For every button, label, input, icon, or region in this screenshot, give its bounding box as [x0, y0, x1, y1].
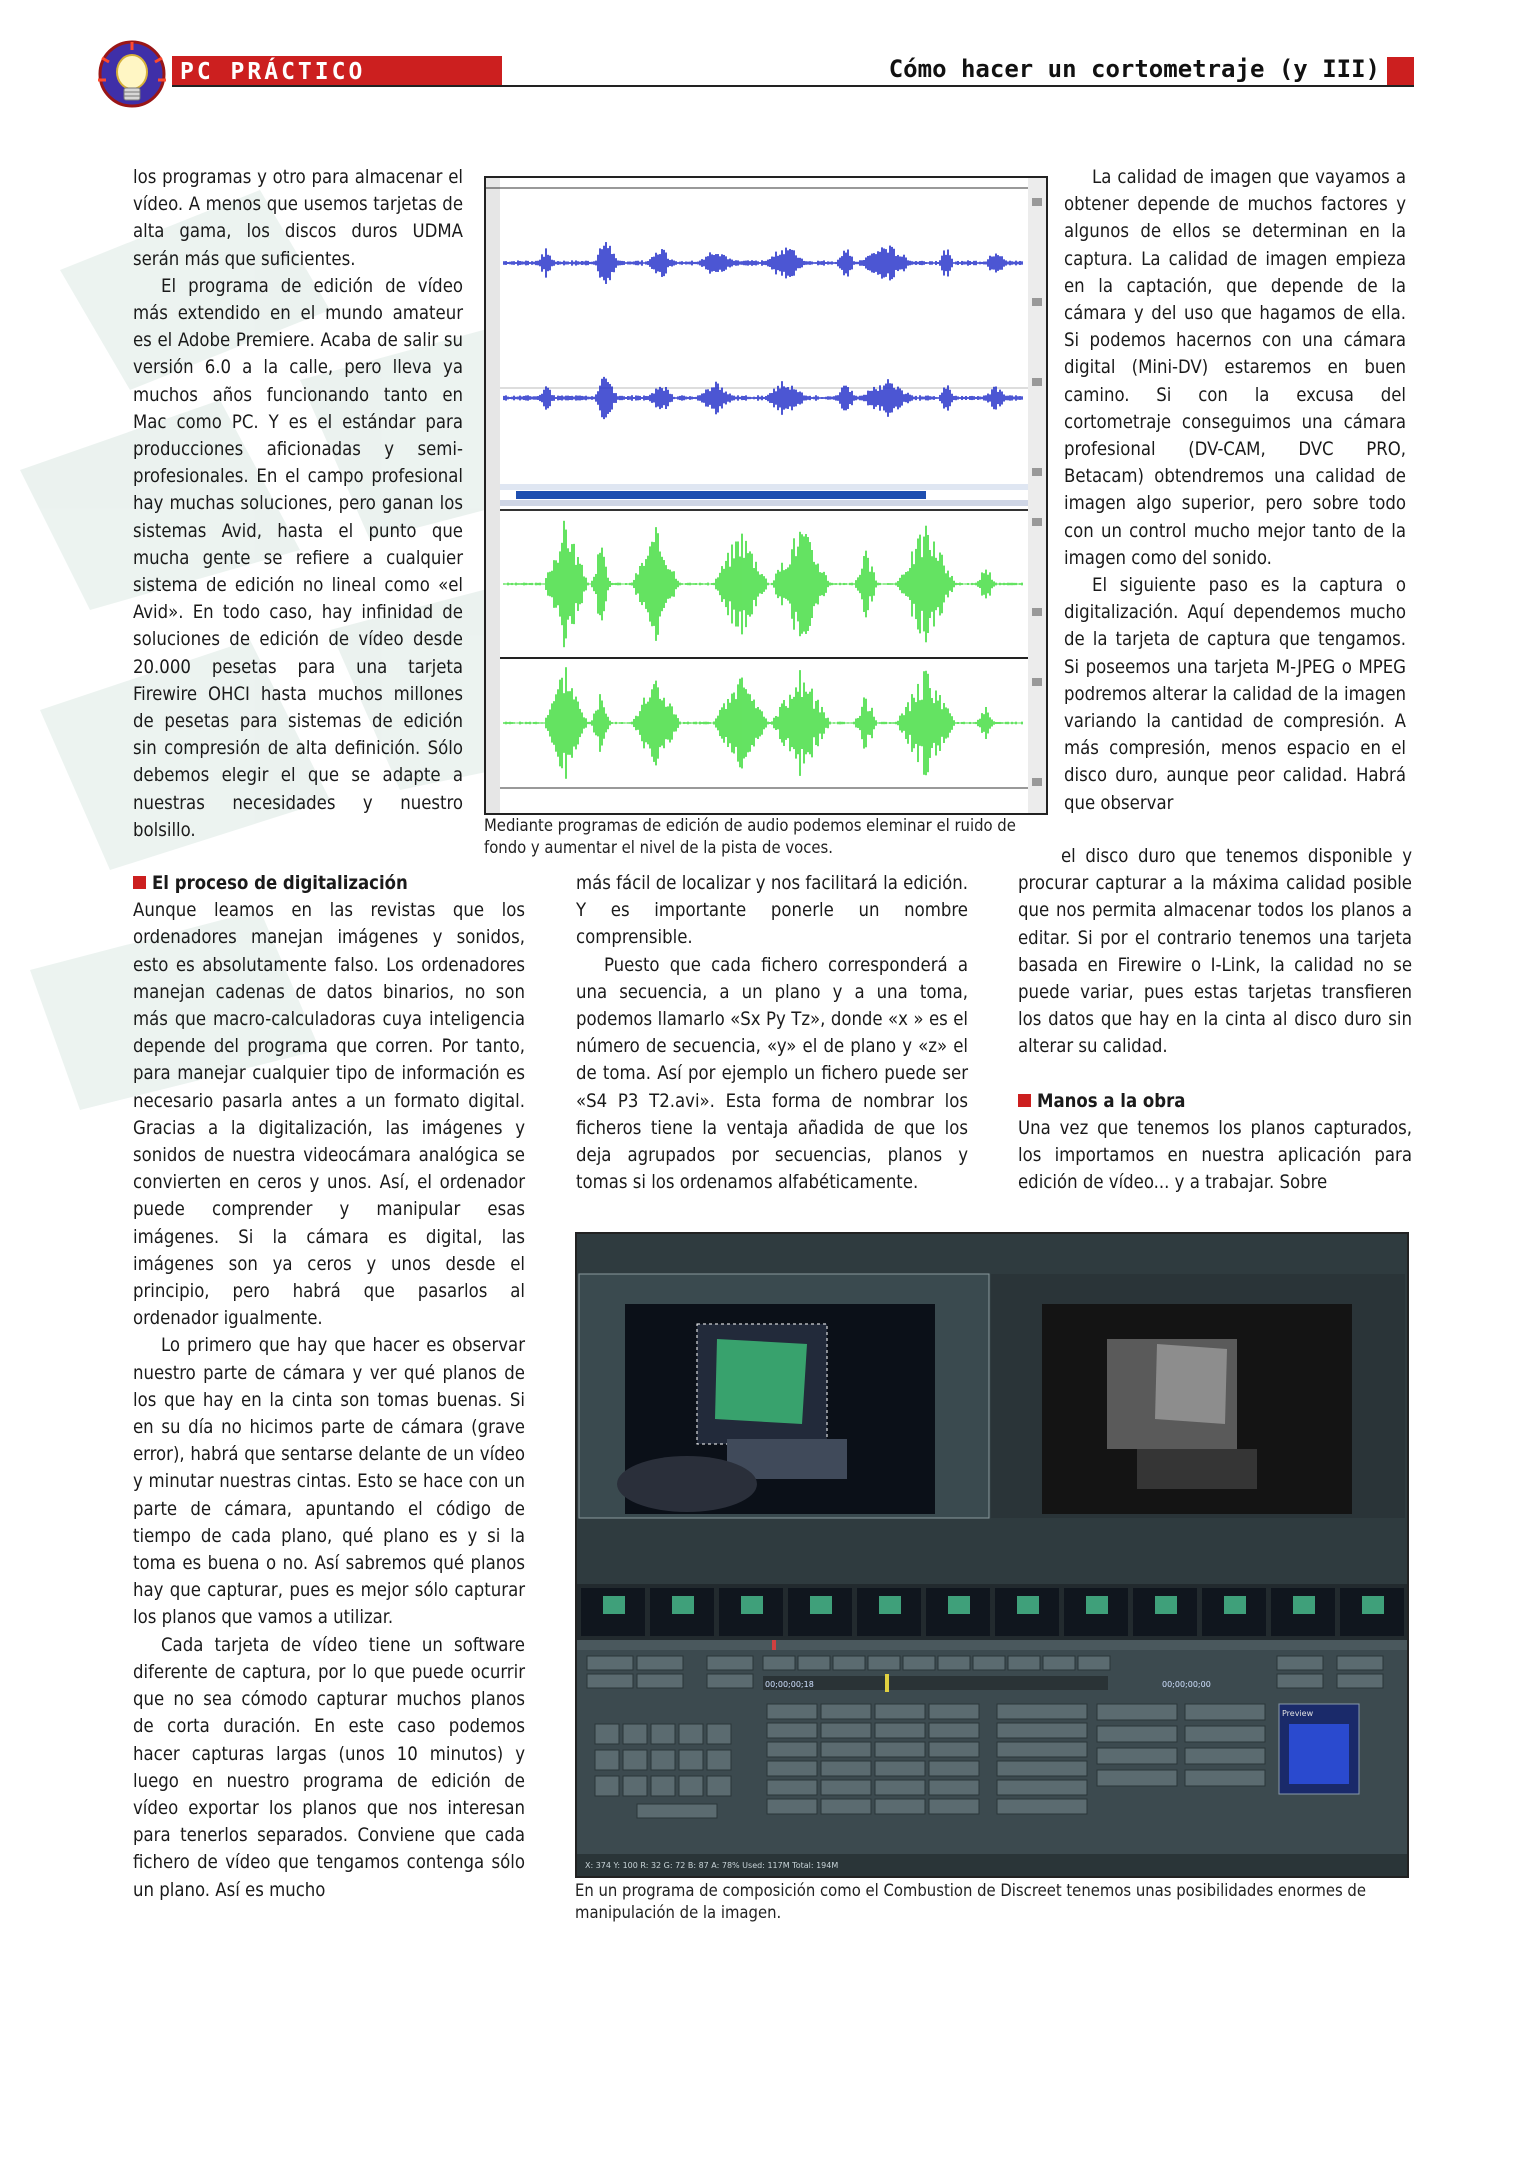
combustion-screenshot — [577, 1234, 1407, 1876]
section-heading — [1018, 1088, 1412, 1115]
paragraph: Aunque leamos en las revistas que los ordenadores manejan imágenes y sonidos, esto es absolutamente falso. Los ordenadores manejan cadenas de datos binarios, no son más que macro-calculadoras cuya inteligencia depende del programa que corren. Por tanto, para manejar cualquier tipo de información es necesario pasarla antes a un formato digital. Gracias a la digitalización, las imágenes y sonidos de nuestra videocámara analógica se convierten en ceros y unos. Así, el ordenador puede comprender y manipular esas imágenes. Si la cámara es digital, las imágenes son ya ceros y unos desde el principio, pero habrá que pasarlos al ordenador igualmente. — [133, 900, 525, 1330]
combustion-figure-caption: En un programa de composición como el Combustion de Discreet tenemos unas posibilidades enormes de manipulación de la imagen. — [575, 1881, 1366, 1922]
paragraph: más fácil de localizar y nos facilitará la edición. Y es importante ponerle un nombre comprensible. — [576, 873, 968, 949]
paragraph: Cada tarjeta de vídeo tiene un software diferente de captura, por lo que puede ocurrir que no sea cómodo capturar muchos planos de corta duración. En este caso podemos hacer capturas largas (unos 10 minutos) y luego en nuestro programa de edición de vídeo exportar los planos que nos interesan para tenerlos separados. Conviene que cada fichero de vídeo que tengamos contenga sólo un plano. Así es mucho — [133, 1634, 525, 1901]
paragraph: El programa de edición de vídeo más extendido en el mundo amateur es el Adobe Premiere. Acaba de salir su versión 6.0 a la calle, pero lleva ya muchos años funcionando tanto en Mac como PC. Y es el estándar para producciones aficionadas y semi-profesionales. En el campo profesional hay muchas soluciones, pero ganan los sistemas Avid, hasta el punto que mucha gente se refiere a cualquier sistema de edición no lineal como «el Avid». En todo caso, hay infinidad de soluciones de edición de vídeo desde 20.000 pesetas para una tarjeta Firewire OHCI hasta muchos millones de pesetas para sistemas de edición sin compresión de alta definición. Sólo debemos elegir el que se adapte a nuestras necesidades y nuestro bolsillo. — [133, 275, 463, 841]
column-2-middle — [576, 870, 968, 1196]
title-marker — [1387, 57, 1414, 85]
preview-label: Preview — [1282, 1709, 1314, 1718]
paragraph: La calidad de imagen que vayamos a obtener depende de muchos factores y algunos de ellos se determinan en la captura. La calidad de imagen empieza en la captación, que depende de la cámara y del uso que hagamos de ella. Si podemos hacernos con una cámara digital (Mini-DV) estaremos en buen camino. Si con la excusa del cortometraje conseguimos una cámara profesional (DV-CAM, DVC PRO, Betacam) obtendremos una calidad de imagen algo superior, pero sobre todo con un control mucho mejor tanto de la imagen como del sonido. — [1064, 167, 1406, 569]
heading-square-icon — [133, 876, 146, 889]
section-heading — [133, 870, 525, 897]
article-title: Cómo hacer un cortometraje (y III) — [888, 55, 1380, 83]
audio-editor-figure — [484, 176, 1048, 815]
section-label: PC PRÁCTICO — [180, 59, 366, 85]
column-1-bottom — [133, 870, 525, 1904]
heading-square-icon — [1018, 1094, 1031, 1107]
paragraph: El siguiente paso es la captura o digitalización. Aquí dependemos mucho de la tarjeta de captura que tengamos. Si poseemos una tarjeta M-JPEG o MPEG podremos alterar la calidad de la imagen variando la cantidad de compresión. A más compresión, menos espacio en el disco duro, aunque peor calidad. Habrá que observar — [1064, 575, 1406, 814]
audio-waveform-screenshot — [486, 178, 1046, 813]
combustion-figure — [575, 1232, 1409, 1878]
paragraph: el disco duro que tenemos disponible y procurar capturar a la máxima calidad posible que nos permita almacenar todos los planos a editar. Si por el contrario tenemos una tarjeta basada en Firewire o I-Link, la calidad no se puede variar, pues estas tarjetas transfieren los datos que hay en la cinta al disco duro sin alterar su calidad. — [1018, 846, 1412, 1058]
status-bar: X: 374 Y: 100 R: 32 G: 72 B: 87 A: 78% Used: 117M Total: 194M — [585, 1861, 839, 1870]
timecode-right: 00;00;00;00 — [1162, 1680, 1211, 1689]
paragraph: los programas y otro para almacenar el vídeo. A menos que usemos tarjetas de alta gama, los discos duros UDMA serán más que suficientes. — [133, 167, 463, 270]
paragraph: Puesto que cada fichero corresponderá a una secuencia, a un plano y a una toma, podemos llamarlo «Sx Py Tz», donde «x » es el número de secuencia, «y» el de plano y «z» el de toma. Así por ejemplo un fichero puede ser «S4 P3 T2.avi». Esta forma de nombrar los ficheros tiene la ventaja añadida de que los deja agrupados por secuencias, planos y tomas si los ordenamos alfabéticamente. — [576, 954, 968, 1194]
paragraph: Lo primero que hay que hacer es observar nuestro parte de cámara y ver qué planos de los que hay en la cinta son tomas buenas. Si en su día no hicimos parte de cámara (grave error), habrá que sentarse delante de un vídeo y minutar nuestras cintas. Esto se hace con un parte de cámara, apuntando el código de tiempo de cada plano, qué plano es y si la toma es buena o no. Así sabremos qué planos hay que capturar, pues es mejor sólo capturar los planos que vamos a utilizar. — [133, 1335, 525, 1629]
column-3-top — [1064, 164, 1406, 817]
lightbulb-logo-icon — [92, 40, 178, 116]
paragraph: Una vez que tenemos los planos capturados, los importamos en nuestra aplicación para edición de vídeo... y a trabajar. Sobre — [1018, 1117, 1412, 1194]
audio-figure-caption: Mediante programas de edición de audio podemos eleminar el ruido de fondo y aumentar el nivel de la pista de voces. — [484, 816, 1016, 857]
timecode-left: 00;00;00;18 — [765, 1680, 814, 1689]
column-3-middle — [1018, 843, 1412, 1196]
column-1-top — [133, 164, 463, 844]
header-rule — [172, 85, 1414, 87]
heading-text: Manos a la obra — [1037, 1090, 1186, 1112]
heading-text: El proceso de digitalización — [152, 873, 408, 894]
